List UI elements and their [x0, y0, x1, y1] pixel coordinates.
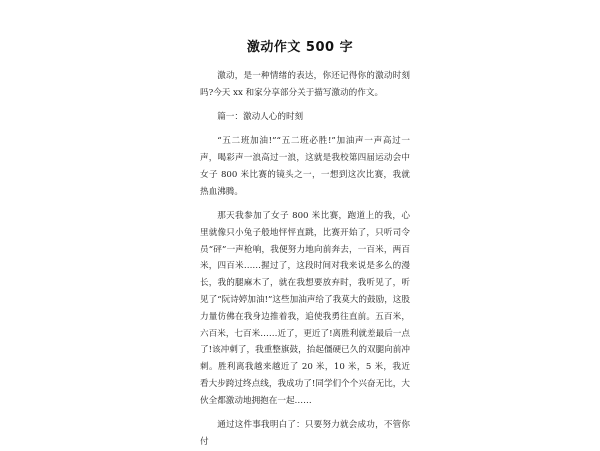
document-body [200, 68, 410, 451]
section-heading: 篇一：激动人心的时刻 [217, 112, 304, 123]
intro-paragraph: 激动，是一种情绪的表达，你还记得你的激动时刻吗?今天 xx 和家分享部分关于描写激动的作文。 [200, 71, 410, 98]
body-paragraph: 那天我参加了女子 800 米比赛，跑道上的我，心里就像只小兔子般地怦怦直跳，比赛开始了，只听司令员“砰”一声枪响，我便努力地向前奔去，一百米，两百米，四百米……握过了，这段时间对我来说是多么的漫长，我的腿麻木了，就在我想要放弃时，我听见了，听见了“阮诗婷加油!”这些加油声给了我莫大的鼓励，这股力量仿佛在我身边推着我，追使我勇往直前。五百米，六百米，七百米……近了，更近了!离胜利就差最后一点了!该冲刺了，我重整旗鼓，抬起僵硬已久的双腿向前冲刺。胜利离我越来越近了 20 米，10 米，5 米，我近看大步跨过终点线，我成功了!同学们个个兴奋无比，大伙全都激动地拥抱在一起…… [200, 211, 410, 406]
body-paragraph: 通过这件事我明白了：只要努力就会成功，不管你付 [200, 420, 410, 447]
body-paragraph: “五二班加油!”“五二班必胜!”加油声一声高过一声，喝彩声一浪高过一浪，这就是我校第四届运动会中女子 800 米比赛的镜头之一，一想到这次比赛，我就热血沸腾。 [200, 136, 410, 197]
document-title: 激动作文 500 字 [246, 40, 354, 55]
